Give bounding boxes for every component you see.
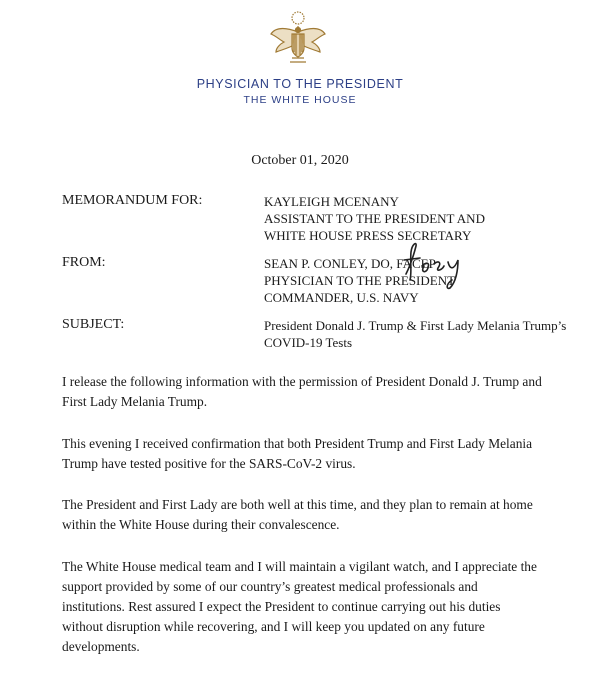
body-paragraph: The President and First Lady are both well at this time, and they plan to remain at home within the White House during their convalescence.	[62, 497, 533, 532]
from-label: FROM:	[62, 255, 106, 270]
subject-line: COVID-19 Tests	[264, 335, 353, 350]
from-line: COMMANDER, U.S. NAVY	[264, 290, 419, 305]
memorandum-label: MEMORANDUM FOR:	[62, 193, 203, 208]
body-paragraph: The White House medical team and I will maintain a vigilant watch, and I appreciate the support provided by some of our country’s greatest medical professionals and institutions. Rest assured I expect the President to continue carrying out his duties without disruption while recovering, and I will keep you updated on any future developments.	[62, 559, 537, 654]
body-paragraph: I release the following information with the permission of President Donald J. Trump and First Lady Melania Trump.	[62, 374, 542, 409]
body-paragraph: This evening I received confirmation that both President Trump and First Lady Melania Trump have tested positive for the SARS-CoV-2 virus.	[62, 436, 533, 471]
memorandum-line: KAYLEIGH MCENANY	[264, 194, 399, 209]
subject-text	[264, 317, 567, 351]
from-line: SEAN P. CONLEY, DO, FACEP	[264, 256, 436, 271]
memo-date: October 01, 2020	[251, 153, 349, 168]
subject-line: President Donald J. Trump & First Lady Melania Trump’s	[264, 318, 567, 333]
eagle-seal-icon	[268, 10, 328, 68]
from-line: PHYSICIAN TO THE PRESIDENT	[264, 273, 456, 288]
signature-icon	[400, 236, 480, 291]
letterhead-title: PHYSICIAN TO THE PRESIDENT	[196, 77, 404, 91]
letterhead-subtitle: THE WHITE HOUSE	[243, 94, 357, 106]
memorandum-line: WHITE HOUSE PRESS SECRETARY	[264, 228, 472, 243]
subject-label: SUBJECT:	[62, 317, 125, 332]
memorandum-line: ASSISTANT TO THE PRESIDENT AND	[264, 211, 485, 226]
